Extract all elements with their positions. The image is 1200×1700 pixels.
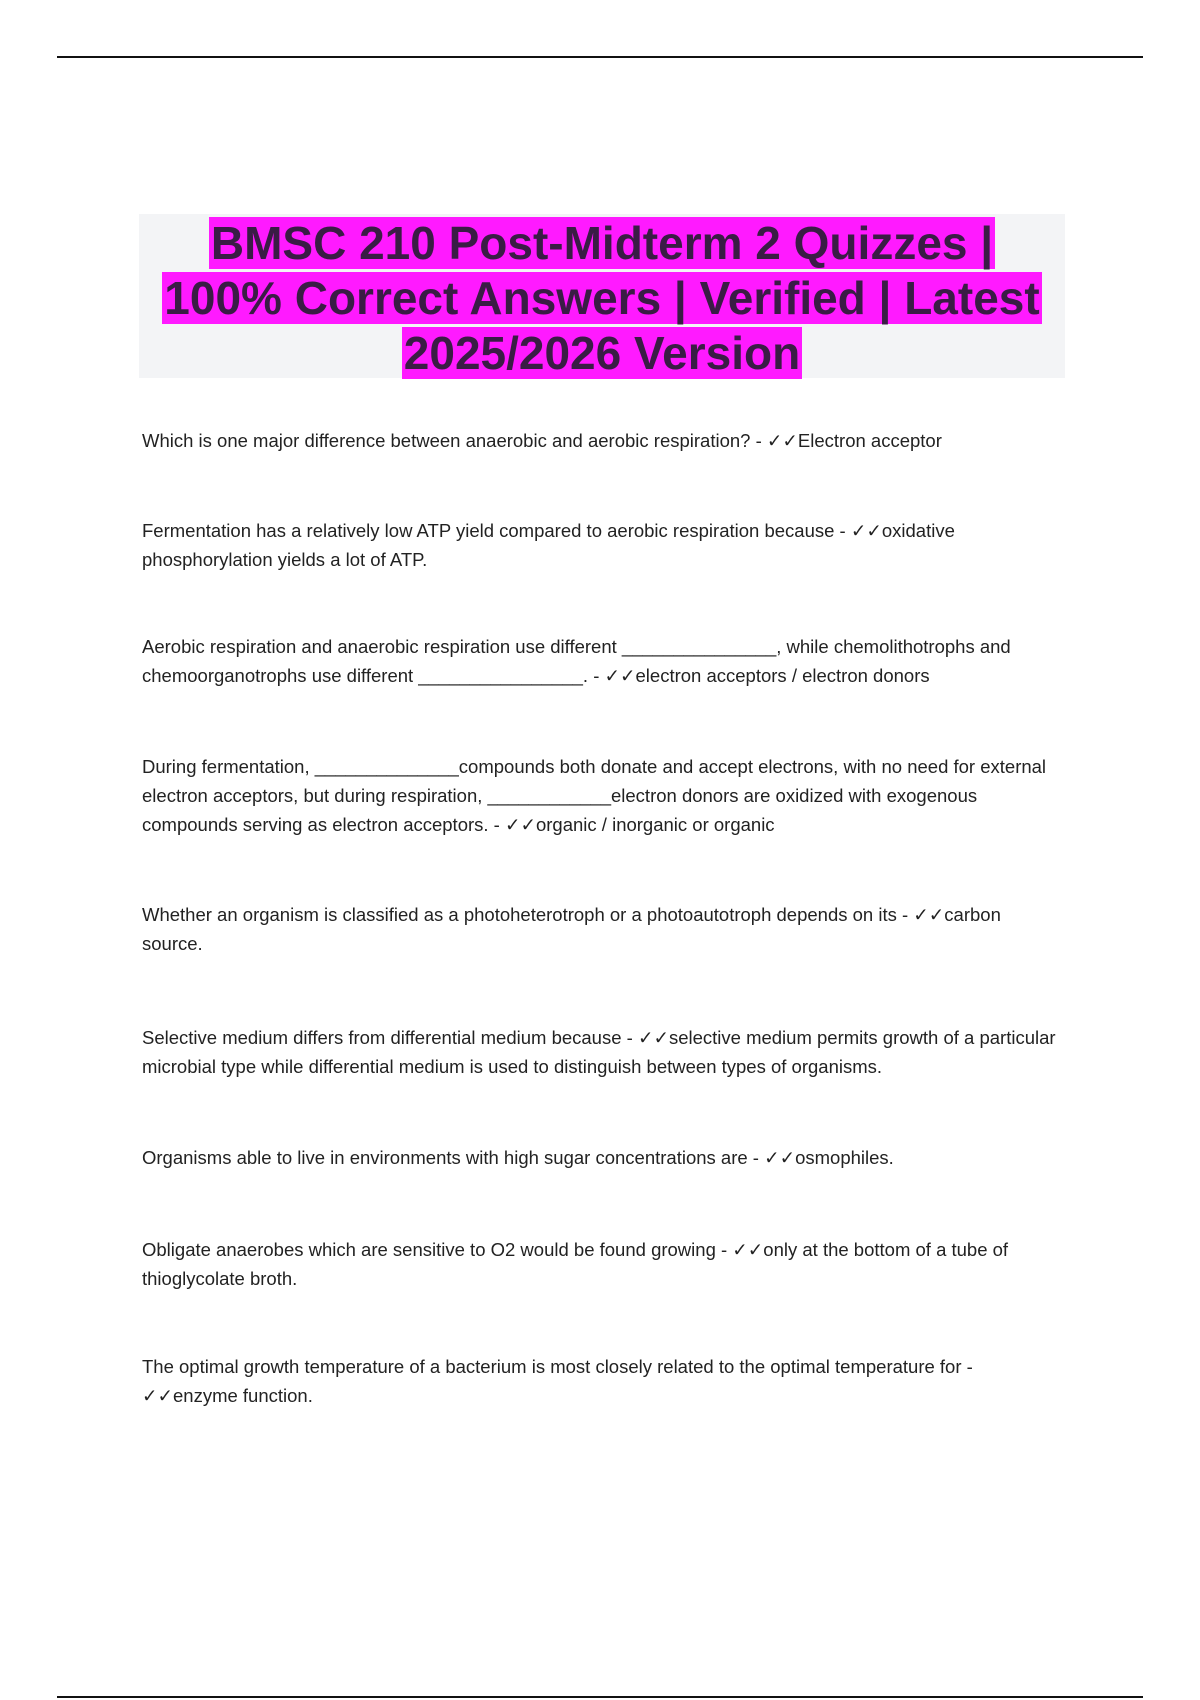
qa-item: During fermentation, ______________compounds both donate and accept electrons, with no need for external electron acceptors, but during respiration, ____________electron donors are oxidized with exogenous compounds serving as electron acceptors. - ✓✓organic / inorganic or organic <box>142 756 1047 835</box>
qa-item: Aerobic respiration and anaerobic respiration use different _______________, while chemolithotrophs and chemoorganotrophs use different ________________. - ✓✓electron acceptors / electron donors <box>142 636 1011 686</box>
qa-item: Organisms able to live in environments with high sugar concentrations are - ✓✓osmophiles. <box>142 1147 894 1168</box>
title-line-1: BMSC 210 Post-Midterm 2 Quizzes | <box>210 217 994 269</box>
qa-item: The optimal growth temperature of a bacterium is most closely related to the optimal temperature for - ✓✓enzyme function. <box>142 1356 973 1406</box>
top-divider <box>57 56 1143 58</box>
qa-item: Selective medium differs from differential medium because - ✓✓selective medium permits growth of a particular microbial type while differential medium is used to distinguish between types of organisms. <box>142 1027 1056 1077</box>
document-title <box>139 214 1065 381</box>
qa-item: Obligate anaerobes which are sensitive to O2 would be found growing - ✓✓only at the bottom of a tube of thioglycolate broth. <box>142 1239 1009 1289</box>
title-line-2: 100% Correct Answers | Verified | Latest <box>164 272 1040 324</box>
qa-item: Which is one major difference between anaerobic and aerobic respiration? - ✓✓Electron acceptor <box>142 430 942 451</box>
title-line-3: 2025/2026 Version <box>403 327 801 379</box>
title-banner <box>139 214 1065 378</box>
bottom-divider <box>57 1696 1143 1698</box>
qa-item: Whether an organism is classified as a photoheterotroph or a photoautotroph depends on its - ✓✓carbon source. <box>142 904 1001 954</box>
qa-item: Fermentation has a relatively low ATP yield compared to aerobic respiration because - ✓✓oxidative phosphorylation yields a lot of ATP. <box>142 520 955 570</box>
